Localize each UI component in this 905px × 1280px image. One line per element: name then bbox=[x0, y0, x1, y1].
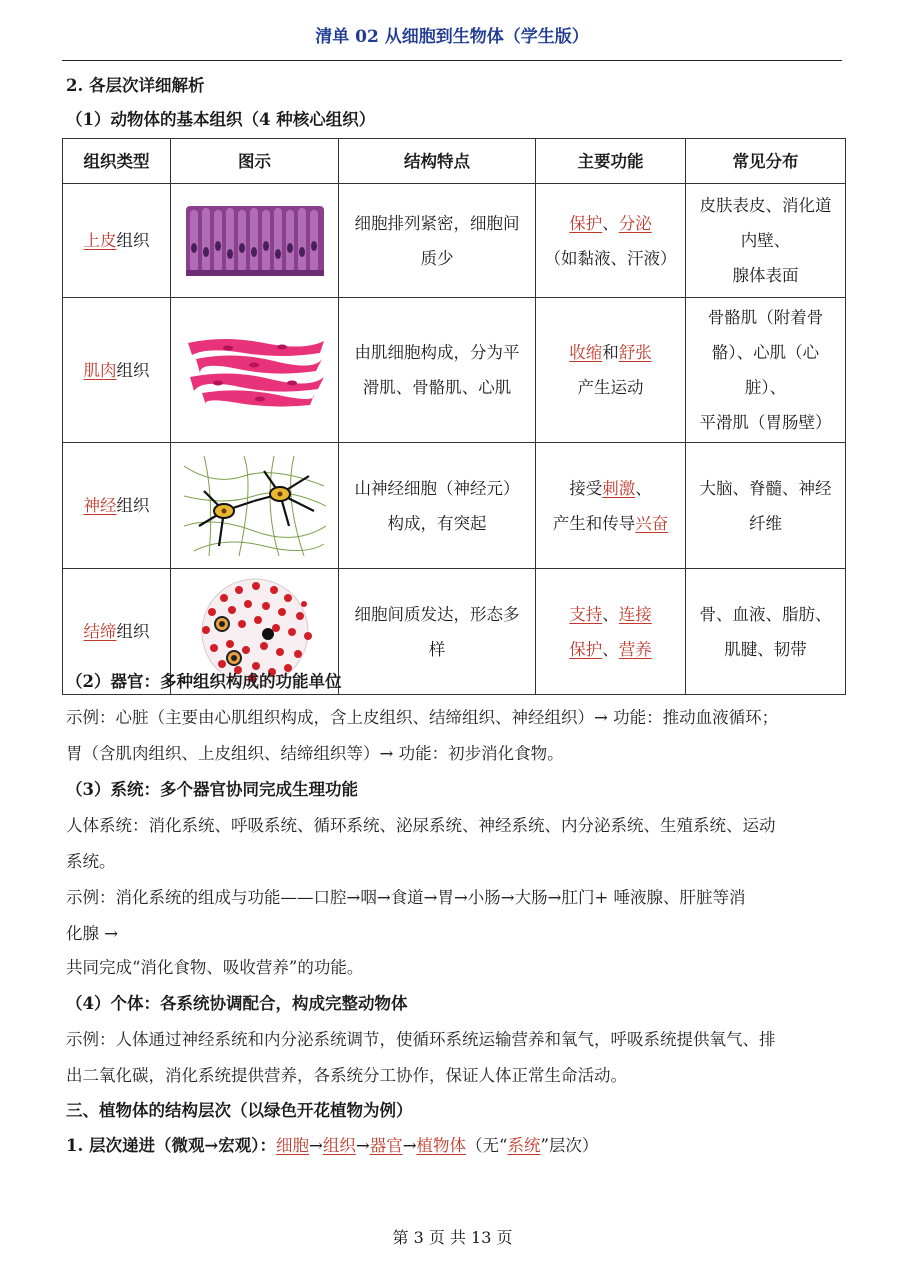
organ-example-line: 示例：心脏（主要由心肌组织构成，含上皮组织、结缔组织、神经组织）→ 功能：推动血液循环； bbox=[66, 708, 779, 727]
structure-cell bbox=[339, 569, 536, 695]
nerve-tissue-image bbox=[171, 443, 339, 569]
function-cell bbox=[536, 184, 686, 298]
tissue-type-keyword: 结缔 bbox=[83, 622, 117, 641]
distribution-cell bbox=[686, 443, 846, 569]
tissue-type-cell bbox=[63, 443, 171, 569]
header-divider bbox=[62, 60, 842, 61]
function-line: 产生运动 bbox=[577, 378, 644, 397]
structure-cell bbox=[339, 298, 536, 443]
distribution-line: 皮肤表皮、消化道 bbox=[699, 196, 832, 215]
plant-levels-line bbox=[66, 1132, 598, 1156]
col-header-structure: 结构特点 bbox=[339, 139, 536, 184]
structure-line: 山神经细胞（神经元） bbox=[354, 478, 520, 498]
structure-cell bbox=[339, 443, 536, 569]
col-header-function: 主要功能 bbox=[536, 139, 686, 184]
page-footer: 第 3 页 共 13 页 bbox=[392, 1228, 513, 1247]
level-keyword-plant: 植物体 bbox=[416, 1136, 467, 1155]
level-keyword-cell: 细胞 bbox=[276, 1136, 310, 1155]
tissue-type-keyword: 上皮 bbox=[83, 231, 117, 250]
tissue-type-suffix: 组织 bbox=[116, 622, 150, 641]
function-separator: 和 bbox=[602, 343, 619, 362]
system-text-line: 系统。 bbox=[66, 852, 116, 871]
subheading-individual: （4）个体：各系统协调配合，构成完整动物体 bbox=[66, 994, 408, 1013]
distribution-cell bbox=[686, 298, 846, 443]
level-arrow: → bbox=[309, 1136, 323, 1155]
system-text-line: 示例：消化系统的组成与功能——口腔→咽→食道→胃→小肠→大肠→肛门+ 唾液腺、肝脏等消 bbox=[66, 888, 746, 907]
section-heading-levels: 2. 各层次详细解析 bbox=[66, 76, 205, 95]
function-keyword: 兴奋 bbox=[635, 513, 669, 533]
function-separator: 、 bbox=[602, 213, 619, 233]
structure-line: 细胞间质发达，形态多 bbox=[354, 604, 520, 624]
epithelial-tissue-image bbox=[171, 184, 339, 298]
tissue-type-suffix: 组织 bbox=[116, 231, 150, 250]
system-text-line: 共同完成“消化食物、吸收营养”的功能。 bbox=[66, 958, 364, 977]
distribution-line: 骨骼肌（附着骨 bbox=[707, 308, 824, 327]
tissue-type-keyword: 神经 bbox=[83, 496, 117, 515]
function-keyword: 连接 bbox=[618, 604, 652, 624]
function-keyword: 刺激 bbox=[602, 478, 636, 498]
subheading-organ: （2）器官：多种组织构成的功能单位 bbox=[66, 672, 342, 691]
function-separator: 、 bbox=[602, 639, 619, 659]
col-header-distribution: 常见分布 bbox=[686, 139, 846, 184]
table-row bbox=[63, 298, 846, 443]
function-keyword: 分泌 bbox=[618, 213, 652, 233]
tissue-table bbox=[62, 138, 846, 695]
level-keyword-tissue: 组织 bbox=[322, 1136, 356, 1155]
level-keyword-system: 系统 bbox=[507, 1136, 541, 1155]
structure-line: 细胞排列紧密，细胞间 bbox=[354, 213, 520, 233]
level-arrow: → bbox=[402, 1136, 417, 1155]
section-heading-plant: 三、植物体的结构层次（以绿色开花植物为例） bbox=[66, 1101, 413, 1120]
function-cell bbox=[536, 569, 686, 695]
function-keyword: 支持 bbox=[569, 604, 603, 624]
table-row bbox=[63, 184, 846, 298]
level-note-suffix: ”层次） bbox=[540, 1136, 599, 1155]
distribution-cell bbox=[686, 184, 846, 298]
tissue-type-cell bbox=[63, 184, 171, 298]
tissue-type-cell bbox=[63, 298, 171, 443]
function-separator: 、 bbox=[635, 478, 652, 498]
distribution-line: 腺体表面 bbox=[732, 266, 799, 285]
tissue-type-keyword: 肌肉 bbox=[83, 360, 117, 380]
structure-line: 由肌细胞构成，分为平 bbox=[354, 343, 520, 362]
structure-line: 构成，有突起 bbox=[387, 513, 487, 533]
individual-text-line: 出二氧化碳，消化系统提供营养，各系统分工协作，保证人体正常生命活动。 bbox=[66, 1066, 627, 1085]
distribution-cell bbox=[686, 569, 846, 695]
distribution-line: 平滑肌（胃肠壁） bbox=[699, 413, 832, 432]
distribution-line: 大脑、脊髓、神经 bbox=[699, 478, 832, 498]
plant-levels-prefix: 1. 层次递进（微观→宏观）： bbox=[66, 1136, 277, 1155]
col-header-image: 图示 bbox=[171, 139, 339, 184]
distribution-line: 纤维 bbox=[749, 513, 782, 533]
function-cell bbox=[536, 298, 686, 443]
function-separator: 、 bbox=[602, 604, 619, 624]
distribution-line: 肌腱、韧带 bbox=[724, 639, 807, 659]
organ-example-line: 胃（含肌肉组织、上皮组织、结缔组织等）→ 功能：初步消化食物。 bbox=[66, 744, 564, 763]
function-text: 接受 bbox=[569, 478, 603, 498]
muscle-tissue-image bbox=[171, 298, 339, 443]
table-row bbox=[63, 443, 846, 569]
function-keyword: 保护 bbox=[569, 639, 603, 659]
function-text: 产生和传导 bbox=[552, 513, 636, 533]
system-text-line: 人体系统：消化系统、呼吸系统、循环系统、泌尿系统、神经系统、内分泌系统、生殖系统、运动 bbox=[66, 816, 776, 835]
function-cell bbox=[536, 443, 686, 569]
structure-line: 质少 bbox=[420, 248, 454, 268]
function-keyword: 营养 bbox=[618, 639, 652, 659]
distribution-line: 内壁、 bbox=[740, 231, 791, 250]
function-line: （如黏液、汗液） bbox=[544, 248, 677, 268]
function-keyword: 保护 bbox=[569, 213, 603, 233]
function-keyword: 收缩 bbox=[569, 343, 603, 362]
level-keyword-organ: 器官 bbox=[369, 1136, 403, 1155]
distribution-line: 骼）、心肌（心脏）、 bbox=[711, 343, 820, 397]
structure-line: 滑肌、骨骼肌、心肌 bbox=[362, 378, 512, 397]
col-header-type: 组织类型 bbox=[63, 139, 171, 184]
system-text-line: 化腺 → bbox=[66, 924, 119, 943]
tissue-type-suffix: 组织 bbox=[116, 496, 150, 515]
subheading-system: （3）系统：多个器官协同完成生理功能 bbox=[66, 780, 358, 799]
function-keyword: 舒张 bbox=[618, 343, 652, 362]
individual-text-line: 示例：人体通过神经系统和内分泌系统调节，使循环系统运输营养和氧气，呼吸系统提供氧气、排 bbox=[66, 1030, 776, 1049]
structure-cell bbox=[339, 184, 536, 298]
subheading-animal-tissues: （1）动物体的基本组织（4 种核心组织） bbox=[66, 110, 376, 129]
distribution-line: 骨、血液、脂肪、 bbox=[699, 604, 832, 624]
structure-line: 样 bbox=[428, 639, 446, 659]
table-header-row bbox=[63, 139, 846, 184]
page-header-title: 清单 02 从细胞到生物体（学生版） bbox=[315, 27, 589, 47]
level-arrow: → bbox=[355, 1136, 370, 1155]
level-note-prefix: （无“ bbox=[466, 1136, 508, 1155]
tissue-type-suffix: 组织 bbox=[116, 360, 150, 380]
